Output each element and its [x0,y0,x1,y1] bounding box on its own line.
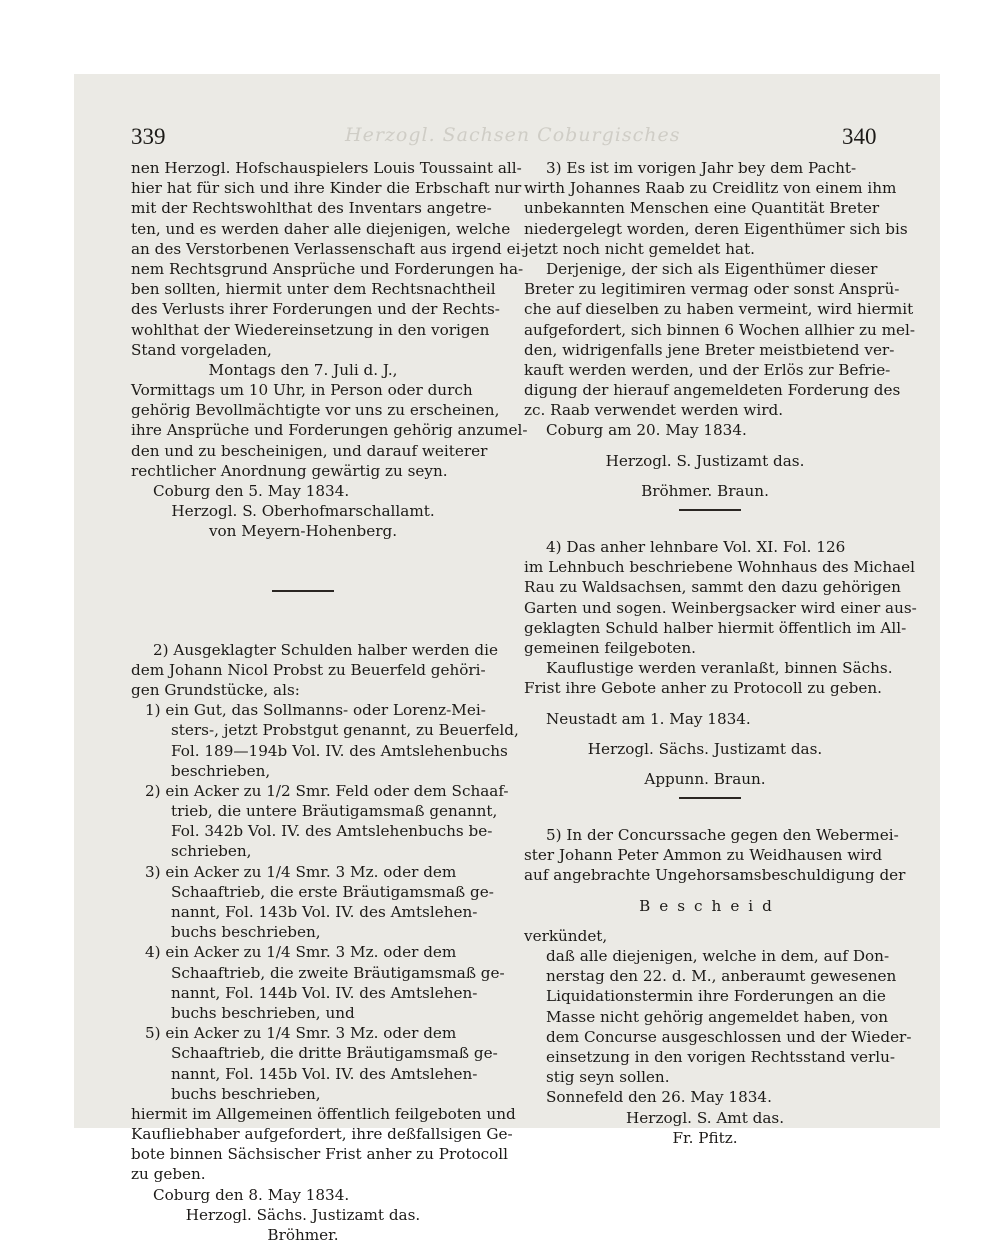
signature-name: Appunn. Braun. [644,769,766,788]
right-column [524,158,917,1148]
signature-office: Herzogl. Sächs. Justizamt das. [185,1205,421,1224]
text-line: ten, und es werden daher alle diejenigen, welche [131,219,511,238]
text-line: rechtlicher Anordnung gewärtig zu seyn. [131,461,448,480]
notice-1 [131,158,528,542]
text-line: buchs beschrieben, [171,1084,321,1103]
text-line: wirth Johannes Raab zu Creidlitz von einem ihm [524,179,897,198]
text-line: ben sollten, hiermit unter dem Rechtsnachtheil [131,280,496,299]
text-line: buchs beschrieben, und [171,1003,355,1022]
text-line: gen Grundstücke, als: [131,680,300,699]
text-line: des Verlusts ihrer Forderungen und der Rechts- [131,300,500,319]
text-line: buchs beschrieben, [171,923,321,942]
text-line: Schaaftrieb, die zweite Bräutigamsmaß ge- [171,963,505,982]
text-line: ihre Ansprüche und Forderungen gehörig anzumel- [131,421,528,440]
text-line: nem Rechtsgrund Ansprüche und Forderungen ha- [131,259,524,278]
notice-2 [131,640,519,1245]
text-line: 4) ein Acker zu 1/4 Smr. 3 Mz. oder dem [145,943,457,962]
text-line: nannt, Fol. 144b Vol. IV. des Amtslehen- [171,983,478,1002]
text-line: nen Herzogl. Hofschauspielers Louis Toussaint all- [131,159,522,177]
list-item [131,942,505,1023]
text-line: trieb, die untere Bräutigamsmaß genannt, [171,802,498,821]
place-date: Coburg den 8. May 1834. [153,1185,350,1204]
text-line: unbekannten Menschen eine Quantität Breter [524,199,880,218]
text-line: Stand vorgeladen, [131,340,272,359]
text-line: 1) ein Gut, das Sollmanns- oder Lorenz-Mei- [145,701,486,720]
text-line: jetzt noch nicht gemeldet hat. [524,239,755,258]
text-line: niedergelegt worden, deren Eigenthümer sich bis [524,219,908,238]
text-line: nerstag den 22. d. M., anberaumt gewesenen [546,967,897,986]
section-divider [679,797,741,799]
list-item [131,862,494,943]
text-line: den, widrigenfalls jene Breter meistbietend ver- [524,340,895,359]
text-line: 2) ein Acker zu 1/2 Smr. Feld oder dem Schaaf- [145,781,509,800]
list-item [131,1023,498,1104]
hearing-date: Montags den 7. Juli d. J., [208,360,398,379]
place-date: Coburg am 20. May 1834. [546,421,747,440]
text-line: Derjenige, der sich als Eigenthümer dieser [546,259,878,278]
text-line: Schaaftrieb, die erste Bräutigamsmaß ge- [171,882,494,901]
signature-office: Herzogl. S. Justizamt das. [605,451,805,470]
text-line: Kaufliebhaber aufgefordert, ihre deßfallsigen Ge- [131,1125,513,1144]
text-line: Vormittags um 10 Uhr, in Person oder durch [131,381,473,400]
text-line: Masse nicht gehörig angemeldet haben, von [546,1007,889,1026]
text-line: nannt, Fol. 143b Vol. IV. des Amtslehen- [171,903,478,921]
text-line: auf angebrachte Ungehorsamsbeschuldigung der [524,866,906,885]
text-line: che auf dieselben zu haben vermeint, wird hiermit [524,300,914,319]
signature-name: Bröhmer. [267,1226,339,1244]
text-line: kauft werden werden, und der Erlös zur Befrie- [524,360,891,379]
signature-name: Bröhmer. Braun. [641,481,769,500]
text-line: digung der hierauf angemeldeten Forderung des [524,381,901,400]
text-line: verkündet, [524,926,608,945]
text-line: geklagten Schuld halber hiermit öffentlich im All- [524,618,907,637]
text-line: Liquidationstermin ihre Forderungen an die [546,987,886,1006]
text-line: aufgefordert, sich binnen 6 Wochen allhier zu mel- [524,320,915,339]
list-item [131,781,509,862]
text-line: Frist ihre Gebote anher zu Protocoll zu geben. [524,679,883,698]
list-item [131,700,519,781]
text-line: ster Johann Peter Ammon zu Weidhausen wird [524,846,883,865]
signature-name: Fr. Pfitz. [672,1128,738,1147]
place-date: Coburg den 5. May 1834. [153,482,350,500]
text-line: gehörig Bevollmächtigte vor uns zu erscheinen, [131,401,500,420]
text-line: zc. Raab verwendet werden wird. [524,401,784,420]
text-line: 3) ein Acker zu 1/4 Smr. 3 Mz. oder dem [145,862,457,881]
text-line: beschrieben, [171,761,271,780]
text-line: mit der Rechtswohlthat des Inventars angetre- [131,199,492,218]
place-date: Neustadt am 1. May 1834. [546,709,751,728]
notice-3 [524,158,915,501]
text-line: Fol. 189—194b Vol. IV. des Amtslehenbuchs [171,741,508,760]
text-line: hier hat für sich und ihre Kinder die Erbschaft nur [131,179,522,198]
text-line: hiermit im Allgemeinen öffentlich feilgeboten und [131,1104,516,1123]
left-column [131,158,528,1245]
place-date: Sonnefeld den 26. May 1834. [546,1088,772,1107]
text-line: 5) ein Acker zu 1/4 Smr. 3 Mz. oder dem [145,1024,457,1043]
text-line: 4) Das anher lehnbare Vol. XI. Fol. 126 [546,538,846,556]
text-line: im Lehnbuch beschriebene Wohnhaus des Michael [524,558,915,577]
section-divider [272,590,334,592]
page-number-right: 340 [842,124,877,149]
text-line: bote binnen Sächsischer Frist anher zu Protocoll [131,1145,508,1164]
text-line: 3) Es ist im vorigen Jahr bey dem Pacht- [546,159,857,177]
text-line: 2) Ausgeklagter Schulden halber werden die [153,640,498,659]
text-line: den und zu bescheinigen, und darauf weiterer [131,441,488,460]
text-line: stig seyn sollen. [546,1068,670,1087]
text-line: 5) In der Concurssache gegen den Webermei- [546,826,899,845]
text-line: wohlthat der Wiedereinsetzung in den vorigen [131,320,490,339]
notice-5 [524,825,912,1148]
signature-office: Herzogl. S. Amt das. [625,1108,785,1127]
text-line: schrieben, [171,842,252,861]
text-line: Breter zu legitimiren vermag oder sonst Ansprü- [524,280,900,299]
text-line: nannt, Fol. 145b Vol. IV. des Amtslehen- [171,1064,478,1083]
signature-name: von Meyern-Hohenberg. [208,522,398,541]
running-head: Herzogl. Sachsen Coburgisches [345,124,681,146]
text-line: sters-, jetzt Probstgut genannt, zu Beuerfeld, [171,721,519,740]
signature-office: Herzogl. S. Oberhofmarschallamt. [171,502,435,521]
text-line: Fol. 342b Vol. IV. des Amtslehenbuchs be- [171,822,493,841]
text-line: Kauflustige werden veranlaßt, binnen Sächs. [546,659,893,678]
text-line: Garten und sogen. Weinbergsacker wird einer aus- [524,598,917,617]
signature-office: Herzogl. Sächs. Justizamt das. [587,739,823,758]
notice-4 [524,537,917,789]
text-line: zu geben. [131,1165,206,1184]
text-line: dem Concurse ausgeschlossen und der Wieder- [546,1027,912,1046]
text-line: gemeinen feilgeboten. [524,638,696,657]
decision-heading: Bescheid [639,896,781,915]
text-line: an des Verstorbenen Verlassenschaft aus irgend ei- [131,239,526,258]
text-line: Rau zu Waldsachsen, sammt den dazu gehörigen [524,578,901,597]
text-line: dem Johann Nicol Probst zu Beuerfeld gehöri- [131,660,486,679]
page-number-left: 339 [131,124,166,149]
text-line: einsetzung in den vorigen Rechtsstand verlu- [546,1047,896,1066]
text-line: Schaaftrieb, die dritte Bräutigamsmaß ge- [171,1044,498,1063]
text-line: daß alle diejenigen, welche in dem, auf Don- [546,947,890,965]
section-divider [679,509,741,511]
